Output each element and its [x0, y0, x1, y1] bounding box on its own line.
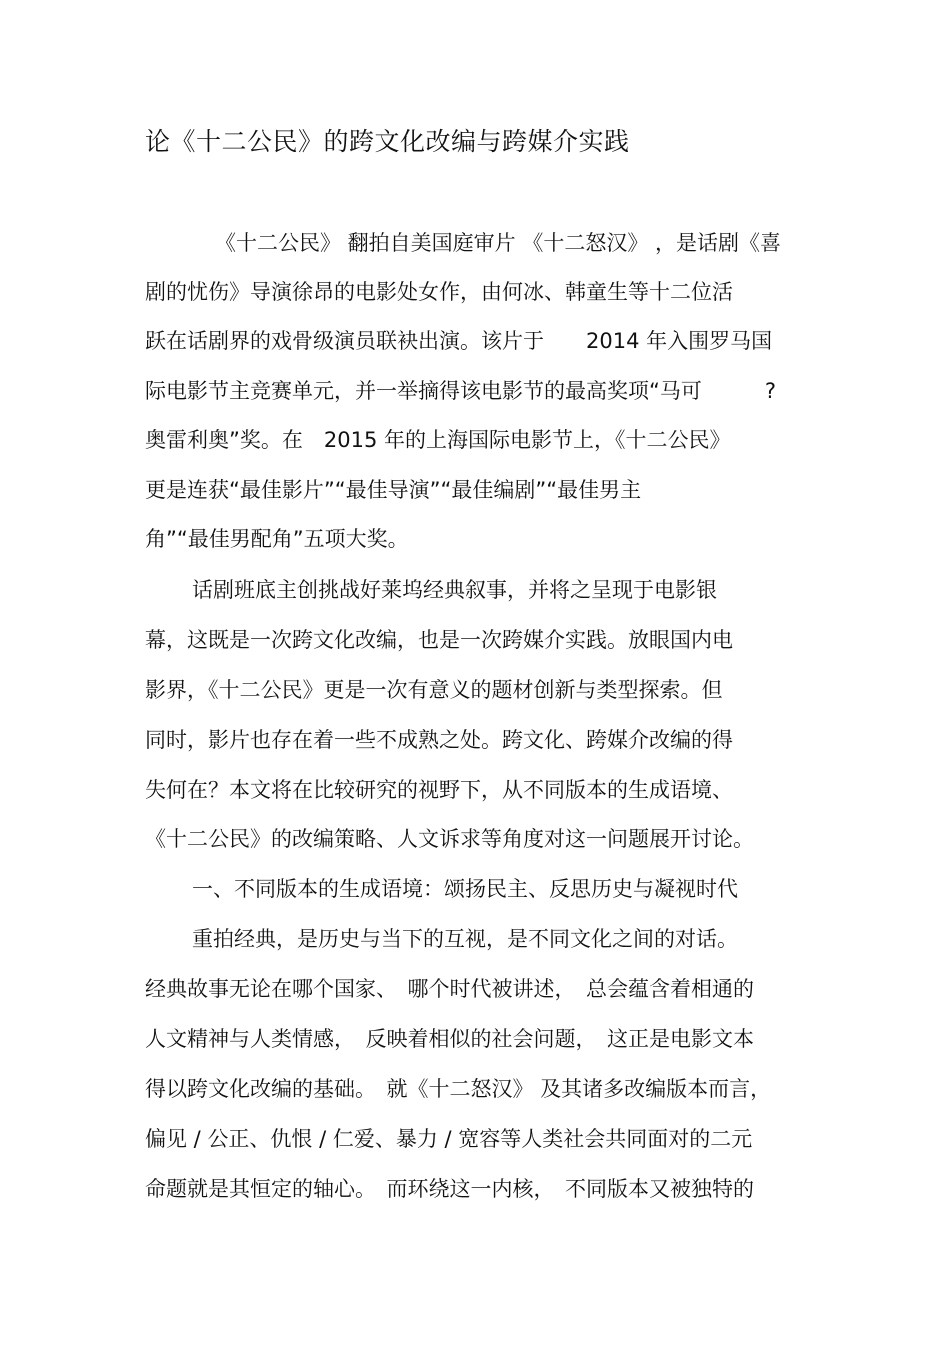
body-line: 奥雷利奥”奖。在 2015 年的上海国际电影节上，《十二公民》	[145, 428, 731, 452]
section-heading: 一、不同版本的生成语境：颂扬民主、反思历史与凝视时代	[192, 877, 738, 901]
body-line: 偏见 / 公正、仇恨 / 仁爱、暴力 / 宽容等人类社会共同面对的二元	[145, 1127, 753, 1151]
body-line: 更是连获“最佳影片”“最佳导演”“最佳编剧”“最佳男主	[145, 478, 642, 502]
body-line: 影界，《十二公民》更是一次有意义的题材创新与类型探索。但	[145, 678, 723, 702]
body-line: 角”“最佳男配角”五项大奖。	[145, 527, 409, 551]
body-line: 际电影节主竞赛单元，并一举摘得该电影节的最高奖项“马可 ?	[145, 379, 777, 403]
body-line: 同时，影片也存在着一些不成熟之处。跨文化、跨媒介改编的得	[145, 728, 733, 752]
body-line: 《十二公民》的改编策略、人文诉求等角度对这一问题展开讨论。	[145, 827, 754, 851]
body-line: 话剧班底主创挑战好莱坞经典叙事，并将之呈现于电影银	[192, 578, 717, 602]
body-line: 得以跨文化改编的基础。 就《十二怒汉》 及其诸多改编版本而言，	[145, 1077, 772, 1101]
body-line: 《十二公民》 翻拍自美国庭审片 《十二怒汉》 ，是话剧《喜	[215, 231, 782, 255]
body-line: 人文精神与人类情感， 反映着相似的社会问题， 这正是电影文本	[145, 1027, 754, 1051]
document-title: 论《十二公民》的跨文化改编与跨媒介实践	[145, 127, 630, 156]
body-line: 命题就是其恒定的轴心。 而环绕这一内核， 不同版本又被独特的	[145, 1177, 754, 1201]
body-line: 失何在？本文将在比较研究的视野下，从不同版本的生成语境、	[145, 778, 733, 802]
body-line: 重拍经典，是历史与当下的互视，是不同文化之间的对话。	[192, 927, 738, 951]
body-line: 幕，这既是一次跨文化改编，也是一次跨媒介实践。放眼国内电	[145, 628, 733, 652]
body-line: 跃在话剧界的戏骨级演员联袂出演。该片于 2014 年入围罗马国	[145, 329, 773, 353]
body-line: 剧的忧伤》导演徐昂的电影处女作，由何冰、韩童生等十二位活	[145, 280, 733, 304]
body-line: 经典故事无论在哪个国家、 哪个时代被讲述， 总会蕴含着相通的	[145, 977, 754, 1001]
